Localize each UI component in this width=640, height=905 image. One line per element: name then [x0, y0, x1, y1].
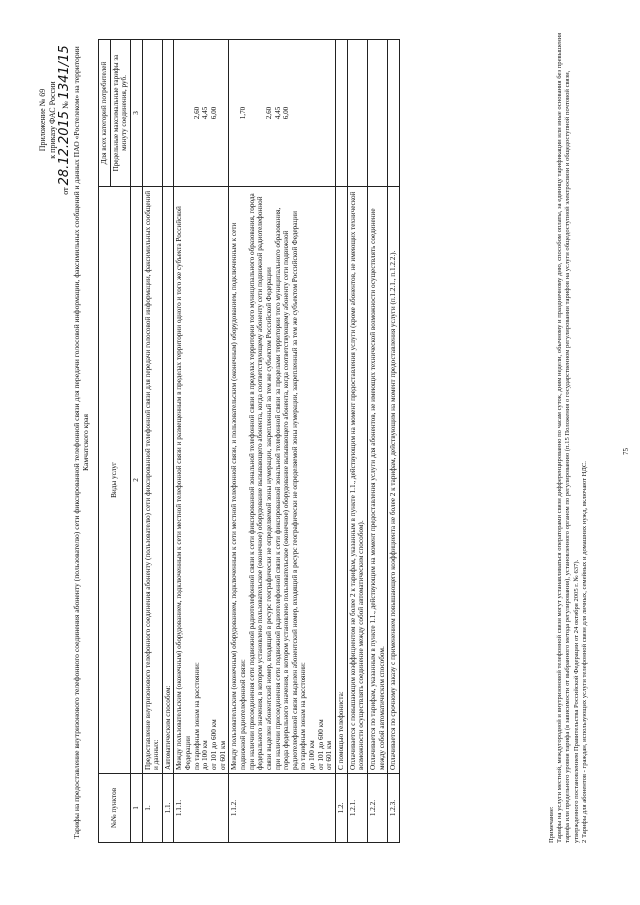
tariff-value: 6,00: [210, 106, 219, 120]
service-text-line: до 100 км: [201, 740, 210, 770]
row-tariff: [162, 40, 174, 187]
service-text-line: Предоставление внутризонового телефонного соединения абоненту (пользователю) сети фиксированной телефонной связи для передачи голосовой информации, факсимильных сообщений и данных:: [143, 190, 161, 770]
service-text-line: до 100 км: [308, 740, 317, 770]
service-text-line: Между пользовательским (оконечным) оборудованием, подключенным к сети местной телефонной связи и размещенным в пределах территории одного и того же субъекта Российской Федерации: [175, 206, 193, 770]
tariff-value: [389, 43, 398, 183]
index-2: 2: [130, 187, 142, 774]
row-service: [174, 187, 229, 774]
row-number: 1.2.1.: [347, 774, 367, 843]
row-tariff: [388, 40, 400, 187]
row-service: [347, 187, 367, 774]
tariff-value: [337, 43, 346, 183]
row-number: 1.1.2.: [229, 774, 336, 843]
tariff-value: [256, 43, 265, 183]
note-2: 2 Тарифы для абонентов - граждан, использующих услуги телефонной связи для личных, семейных и домашних нужд, включают НДС.: [580, 461, 588, 843]
row-number: 1.2.3.: [388, 774, 400, 843]
tariff-value: [369, 43, 378, 183]
service-text-line: от 601 км: [325, 740, 334, 770]
row-tariff: [367, 40, 387, 187]
service-text-line: от 101 до 600 км: [316, 719, 325, 770]
service-text-line: от 601 км: [218, 740, 227, 770]
row-service: [367, 187, 387, 774]
row-tariff: [229, 40, 336, 187]
table-header-row: [99, 40, 111, 843]
notes-block: [548, 30, 589, 843]
tariff-value: 4,45: [273, 106, 282, 120]
handwritten-number: 1341/15: [57, 45, 72, 100]
appendix-number: Приложение № 69: [38, 88, 47, 152]
tariff-value: [349, 43, 358, 183]
service-text-line: Автоматическим способом:: [163, 685, 172, 770]
row-number: 1.2.: [336, 774, 348, 843]
row-tariff: [142, 40, 162, 187]
appendix-order-ref: к приказу ФАС России: [48, 81, 57, 159]
tariff-value: 2,60: [264, 106, 273, 120]
table-index-row: [130, 40, 142, 843]
tariff-value: [184, 43, 193, 183]
tariff-value: 2,60: [192, 106, 201, 120]
table-row: [388, 40, 400, 843]
service-text-line: Оплачивается по срочному заказу с применением повышающего коэффициента не более 2 к тарифам, действующим на момент предоставления услуги (п.1.2.1., п.1.2.2.).: [389, 250, 398, 770]
page-number: 75: [622, 448, 630, 455]
table-row: [142, 40, 162, 843]
service-text-line: С помощью телефониста:: [337, 691, 346, 770]
table-row: [229, 40, 336, 843]
number-prefix: №: [61, 101, 70, 109]
service-text-line: Оплачивается по тарифам, указанным в пункте 1.1., действующим на момент предоставления услуги для абонентов, не имеющих технической возможности осуществлять соединение между собой автоматическим способом.: [368, 208, 386, 770]
tariff-value: 1,70: [238, 106, 247, 120]
appendix-block: [38, 40, 71, 200]
note-1: Тарифы на услуги местной, междугородной и внутризоновой телефонной связи могут устанавливаться операторами связи дифференцированно по часам суток, дням недели, обычному и праздничному дню, способом оплаты, за единицу тарификации или иные основания без превышения тарифа или предельного уровня тарифа (в зависимости от выбранного метода регулирования), установленного органом по регулированию (п.15 Положения о государственном регулировании тарифов на услуги общедоступной электросвязи и общедоступной почтовой связи, утвержденного постановлением Правительства Российской Федерации от 24 октября 2005 г. № 637).: [556, 32, 580, 843]
row-number: 1.1.1.: [174, 774, 229, 843]
notes-heading: Примечание:: [548, 806, 555, 843]
table-row: [336, 40, 348, 843]
document-title: Тарифы на предоставление внутризонового телефонного соединения абоненту (пользователю) сети фиксированной телефонной связи для передачи голосовой информации, факсимильных сообщений и данных ПАО «Ростелеком» на территории Камчатского края: [72, 46, 91, 839]
table-row: [347, 40, 367, 843]
header-col-tariff: Предельные максимальные тарифы за минуту соединения, руб.: [110, 40, 130, 187]
service-text-line: от 101 до 600 км: [210, 719, 219, 770]
tariff-value: [230, 43, 239, 183]
tariff-value: [144, 43, 153, 183]
row-number: 1.1.: [162, 774, 174, 843]
table-row: [174, 40, 229, 843]
row-service: [388, 187, 400, 774]
tariff-value: [175, 43, 184, 183]
index-1: 1: [130, 774, 142, 843]
row-service: [336, 187, 348, 774]
table-row: [367, 40, 387, 843]
handwritten-date: 28.12.2015: [57, 110, 72, 186]
row-tariff: [336, 40, 348, 187]
row-tariff: [174, 40, 229, 187]
tariff-value: [248, 43, 257, 183]
service-text-line: по тарифным зонам на расстоянии:: [299, 662, 308, 770]
table-row: [162, 40, 174, 843]
service-text-line: Между пользовательским (оконечным) оборудованием, подключенным к сети местной телефонной связи, и пользовательским (оконечным) оборудованием, подключенным к сети подвижной радиотелефонной связи:: [230, 222, 247, 770]
header-col-all-consumers: Для всех категорий потребителей: [99, 40, 111, 187]
tariff-value: [164, 43, 173, 183]
header-col-number: №№ пунктов: [99, 774, 131, 843]
tariff-value: 4,45: [201, 106, 210, 120]
service-text-line: при наличии присоединения сети подвижной радиотелефонной связи к сети фиксированной зональной телефонной связи за пределами территории того муниципального образования, города федерального значения, в котором установлено пользовательское (оконечное) оборудование вызывающего абонента, когда соответствующему абоненту сети подвижной радиотелефонной связи выделен абонентский номер, входящий в ресурс географически не определяемой зоны нумерации, закрепленный за тем же субъектом Российской Федерации: [273, 207, 299, 770]
date-prefix: от: [61, 187, 70, 195]
tariff-value: 6,00: [282, 106, 291, 120]
row-tariff: [347, 40, 367, 187]
row-number: 1.: [142, 774, 162, 843]
row-number: 1.2.2.: [367, 774, 387, 843]
row-service: [229, 187, 336, 774]
row-service: [142, 187, 162, 774]
service-text-line: при наличии присоединения сети подвижной радиотелефонной связи к сети фиксированной зональной телефонной связи в пределах территории того муниципального образования, города федерального значения, в котором установлено пользовательское (оконечное) оборудование вызывающего абонента, когда соответствующему абоненту сети подвижной радиотелефонной связи выделен абонентский номер, входящий в ресурс географически не определяемой зоны нумерации, закрепленный за тем же субъектом Российской Федерации: [247, 193, 273, 770]
index-3: 3: [130, 40, 142, 187]
service-text-line: по тарифным зонам на расстоянии:: [192, 662, 201, 770]
appendix-date-line: [58, 40, 71, 200]
tariff-table: [98, 39, 400, 843]
header-col-services: Виды услуг: [99, 187, 131, 774]
service-text-line: Оплачивается с повышающим коэффициентом не более 2 к тарифам, указанным в пункте 1.1., действующим на момент предоставления услуги (кроме абонентов, не имеющих технической возможности осуществлять соединение между собой автоматическим способом).: [348, 191, 366, 770]
row-service: [162, 187, 174, 774]
